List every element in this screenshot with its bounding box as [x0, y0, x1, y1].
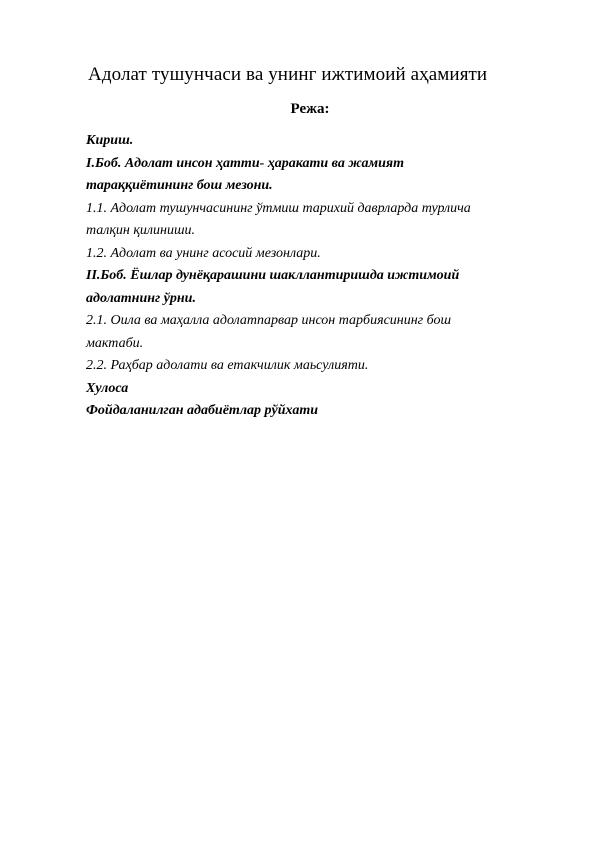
- outline-line: тараққиётининг бош мезони.: [86, 178, 273, 193]
- outline-line: талқин қилиниши.: [86, 223, 196, 238]
- plan-outline: [86, 130, 556, 423]
- outline-line: II.Боб. Ёшлар дунёқарашини шакллантиришда ижтимоий: [86, 268, 460, 283]
- plan-heading: Режа:: [290, 101, 330, 117]
- outline-line: Хулоса: [86, 380, 129, 396]
- outline-line: мактаби.: [86, 335, 144, 351]
- outline-line: адолатнинг ўрни.: [86, 290, 196, 306]
- outline-line: 2.2. Раҳбар адолати ва етакчилик маьсулияти.: [86, 358, 369, 373]
- document-title: Адолат тушунчаси ва унинг ижтимоий аҳамияти: [88, 64, 488, 85]
- outline-line: I.Боб. Адолат инсон ҳатти- ҳаракати ва жамият: [86, 155, 404, 171]
- outline-line: 1.2. Адолат ва унинг асосий мезонлари.: [86, 245, 321, 261]
- outline-line: 1.1. Адолат тушунчасининг ўтмиш тарихий даврларда турлича: [86, 200, 471, 216]
- outline-line: Кириш.: [86, 133, 134, 148]
- outline-line: 2.1. Оила ва маҳалла адолатпарвар инсон тарбиясининг бош: [86, 313, 452, 328]
- outline-line: Фойдаланилган адабиётлар рўйхати: [86, 403, 318, 418]
